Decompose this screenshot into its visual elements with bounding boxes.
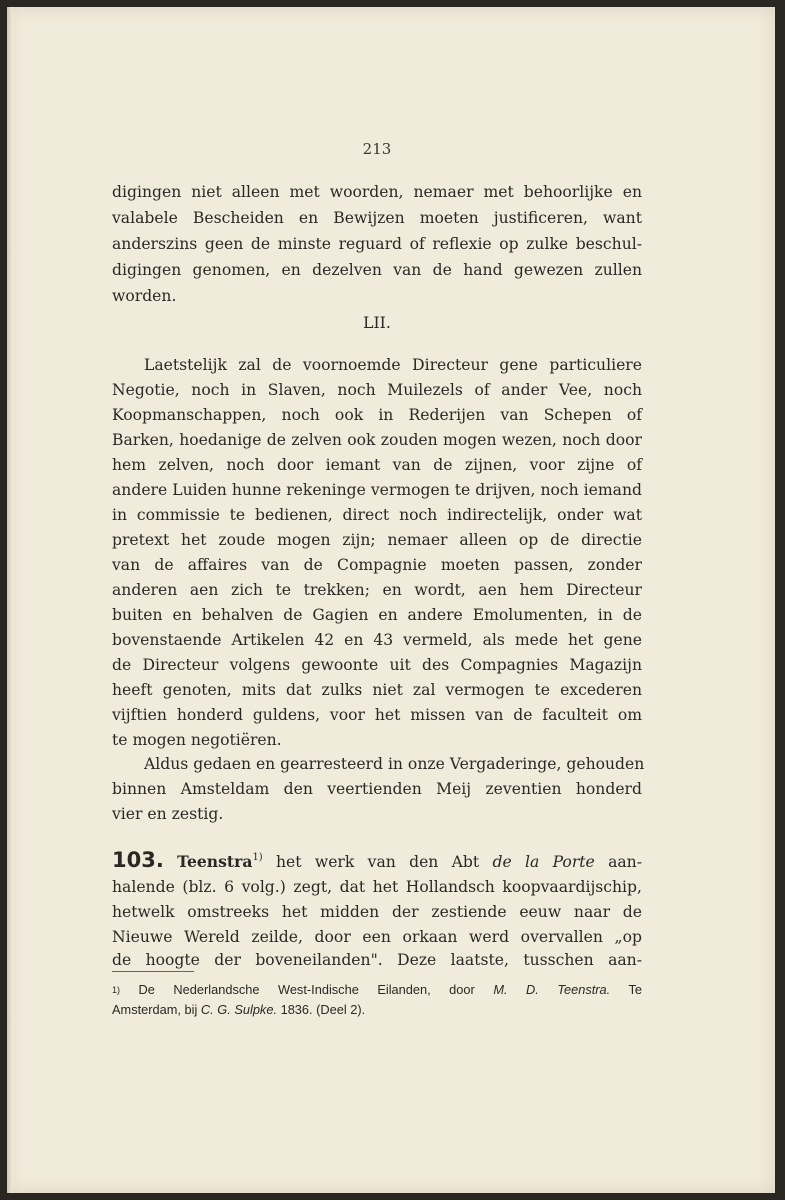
page-number: 213 [362, 140, 392, 158]
section-text: aan- [608, 853, 642, 871]
para3-line: binnen Amsteldam den veertienden Meij zeventien honderd [112, 780, 642, 798]
para1-line: anderszins geen de minste reguard of reflexie op zulke beschul- [112, 235, 642, 253]
footnote-divider [112, 971, 194, 972]
para2-line: pretext het zoude mogen zijn; nemaer alleen op de directie [112, 531, 642, 549]
section-author: Teenstra [177, 852, 253, 871]
para1-line: digingen niet alleen met woorden, nemaer met behoorlijke en [112, 183, 642, 201]
para2-line: andere Luiden hunne rekeninge vermogen te drijven, noch iemand [112, 481, 642, 499]
para2-line: bovenstaende Artikelen 42 en 43 vermeld, als mede het gene [112, 631, 642, 649]
section-first-line [112, 845, 642, 875]
footnote-mark: 1) [112, 985, 121, 995]
article-heading: LII. [363, 314, 391, 332]
para3-line: vier en zestig. [112, 805, 224, 823]
para2-line: vijftien honderd guldens, voor het missen van de faculteit om [112, 706, 642, 724]
section-line: Nieuwe Wereld zeilde, door een orkaan werd overvallen „op [112, 928, 642, 946]
footnote-text: De Nederlandsche West-Indische Eilanden, door [138, 982, 475, 997]
para2-line: in commissie te bedienen, direct noch indirectelijk, onder wat [112, 506, 642, 524]
footnote-text: Te [628, 982, 643, 997]
footnote-line [112, 999, 642, 1021]
para2-line: buiten en behalven de Gagien en andere Emolumenten, in de [112, 606, 642, 624]
para2-line: Laetstelijk zal de voornoemde Directeur gene particuliere [144, 356, 642, 374]
para2-line: te mogen negotiëren. [112, 731, 282, 749]
section-text: het werk van den Abt [276, 853, 480, 871]
para1-line: worden. [112, 287, 177, 305]
footnote-text: 1836. (Deel 2). [280, 1002, 366, 1017]
para3-line: Aldus gedaen en gearresteerd in onze Vergaderinge, gehouden [144, 755, 645, 773]
para2-line: anderen aen zich te trekken; en wordt, aen hem Directeur [112, 581, 642, 599]
section-line: hetwelk omstreeks het midden der zestiende eeuw naar de [112, 903, 642, 921]
para2-line: heeft genoten, mits dat zulks niet zal vermogen te excederen [112, 681, 642, 699]
para2-line: Negotie, noch in Slaven, noch Muilezels of ander Vee, noch [112, 381, 642, 399]
para1-line: valabele Bescheiden en Bewijzen moeten justificeren, want [112, 209, 642, 227]
para2-line: Barken, hoedanige de zelven ook zouden mogen wezen, noch door [112, 431, 642, 449]
para2-line: van de affaires van de Compagnie moeten passen, zonder [112, 556, 642, 574]
section-line: halende (blz. 6 volg.) zegt, dat het Hollandsch koopvaardijschip, [112, 878, 642, 896]
footnote-italic: M. D. Teenstra. [493, 982, 611, 997]
section-number: 103. [112, 848, 164, 872]
section-line: de hoogte der boveneilanden". Deze laatste, tusschen aan- [112, 951, 642, 969]
page-gutter [7, 7, 13, 1193]
para2-line: Koopmanschappen, noch ook in Rederijen van Schepen of [112, 406, 642, 424]
footnote-line [112, 979, 642, 1001]
para2-line: de Directeur volgens gewoonte uit des Compagnies Magazijn [112, 656, 642, 674]
para1-line: digingen genomen, en dezelven van de hand gewezen zullen [112, 261, 642, 279]
footnote-reference[interactable]: 1) [252, 852, 263, 863]
para2-line: hem zelven, noch door iemant van de zijnen, voor zijne of [112, 456, 642, 474]
footnote-italic: C. G. Sulpke. [200, 1002, 278, 1017]
footnote-text: Amsterdam, bij [112, 1002, 198, 1017]
section-italic-title: de la Porte [492, 853, 595, 871]
